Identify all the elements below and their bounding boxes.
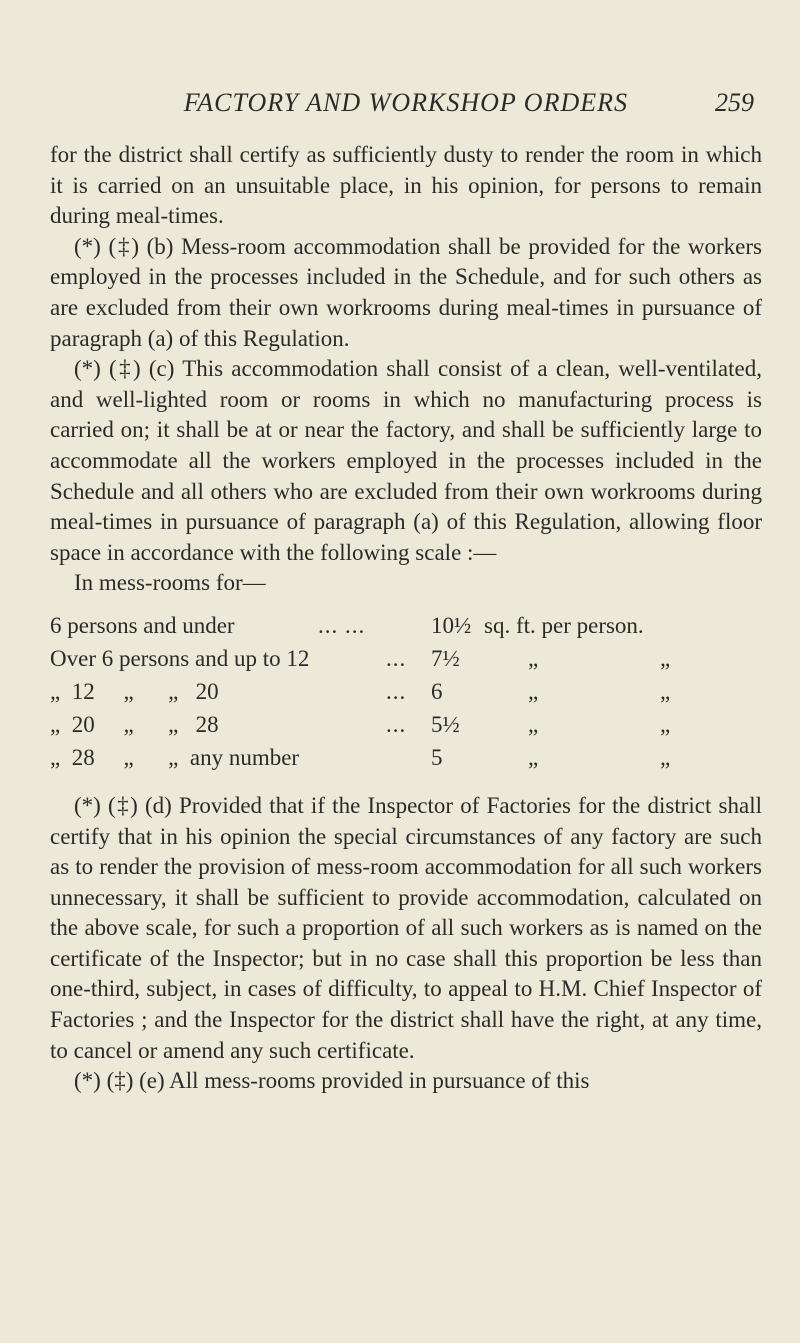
table-row xyxy=(50,677,762,707)
ditto-mark: „ xyxy=(528,645,539,671)
row-area: 7½ xyxy=(431,645,460,671)
paragraph-c: (*) (‡) (c) This accommodation shall consist of a clean, well-ventilated, and well-lighted room or rooms in which no manufacturing process is carried on; it shall be at or near the factory, and shall be sufficiently large to accommodate all the workers employed in the processes included in the Schedule and all others who are excluded from their own workrooms during meal-times in pursuance of paragraph (a) of this Regulation, allowing floor space in accordance with the following scale :— xyxy=(50,356,762,565)
ditto-mark: „ xyxy=(660,645,671,671)
ditto-mark: „ xyxy=(528,711,539,737)
running-header xyxy=(0,88,800,124)
table-row xyxy=(50,743,762,773)
ditto-mark: „ xyxy=(660,711,671,737)
scale-intro: In mess-rooms for— xyxy=(74,570,266,596)
paragraph-e: (*) (‡) (e) All mess-rooms provided in pursuance of this xyxy=(74,1068,590,1094)
ditto-mark: „ xyxy=(528,744,539,770)
leader-dots: ... xyxy=(386,711,407,737)
ditto-mark: „ xyxy=(660,678,671,704)
ditto-mark: „ xyxy=(528,678,539,704)
leader-dots: ... xyxy=(386,645,407,671)
leader-dots: ... ... xyxy=(318,612,366,638)
row-unit: sq. ft. per person. xyxy=(484,612,644,638)
row-label: „ 20 „ „ 28 xyxy=(50,711,219,737)
row-label: Over 6 persons and up to 12 xyxy=(50,645,310,671)
paragraph-b: (*) (‡) (b) Mess-room accommodation shall be provided for the workers employed in the processes included in the Schedule, and for such others as are excluded from their own workrooms during meal-times in pursuance of paragraph (a) of this Regulation. xyxy=(50,233,762,351)
floor-space-scale-table xyxy=(50,611,762,779)
paragraph-continuation: for the district shall certify as sufficiently dusty to render the room in which it is carried on an unsuitable place, in his opinion, for persons to remain during meal-times. xyxy=(50,142,762,229)
row-label: „ 12 „ „ 20 xyxy=(50,678,219,704)
page-body xyxy=(50,140,762,1097)
row-area: 5 xyxy=(431,744,443,770)
row-area: 6 xyxy=(431,678,443,704)
leader-dots: ... xyxy=(386,678,407,704)
row-area: 5½ xyxy=(431,711,460,737)
page-number: 259 xyxy=(715,88,754,117)
ditto-mark: „ xyxy=(660,744,671,770)
table-row xyxy=(50,710,762,740)
table-row xyxy=(50,644,762,674)
running-title: FACTORY AND WORKSHOP ORDERS xyxy=(183,88,628,117)
paragraph-d: (*) (‡) (d) Provided that if the Inspector of Factories for the district shall certify that in his opinion the special circumstances of any factory are such as to render the provision of mess-room accommodation for all such workers unnecessary, it shall be sufficient to provide accommodation, calculated on the above scale, for such a proportion of all such workers as is named on the certificate of the Inspector; but in no case shall this proportion be less than one-third, subject, in cases of difficulty, to appeal to H.M. Chief Inspector of Factories ; and the Inspector for the district shall have the right, at any time, to cancel or amend any such certificate. xyxy=(50,792,762,1063)
row-label: „ 28 „ „ any number xyxy=(50,744,300,770)
table-row xyxy=(50,611,762,641)
row-area: 10½ xyxy=(431,612,472,638)
row-label: 6 persons and under xyxy=(50,612,235,638)
